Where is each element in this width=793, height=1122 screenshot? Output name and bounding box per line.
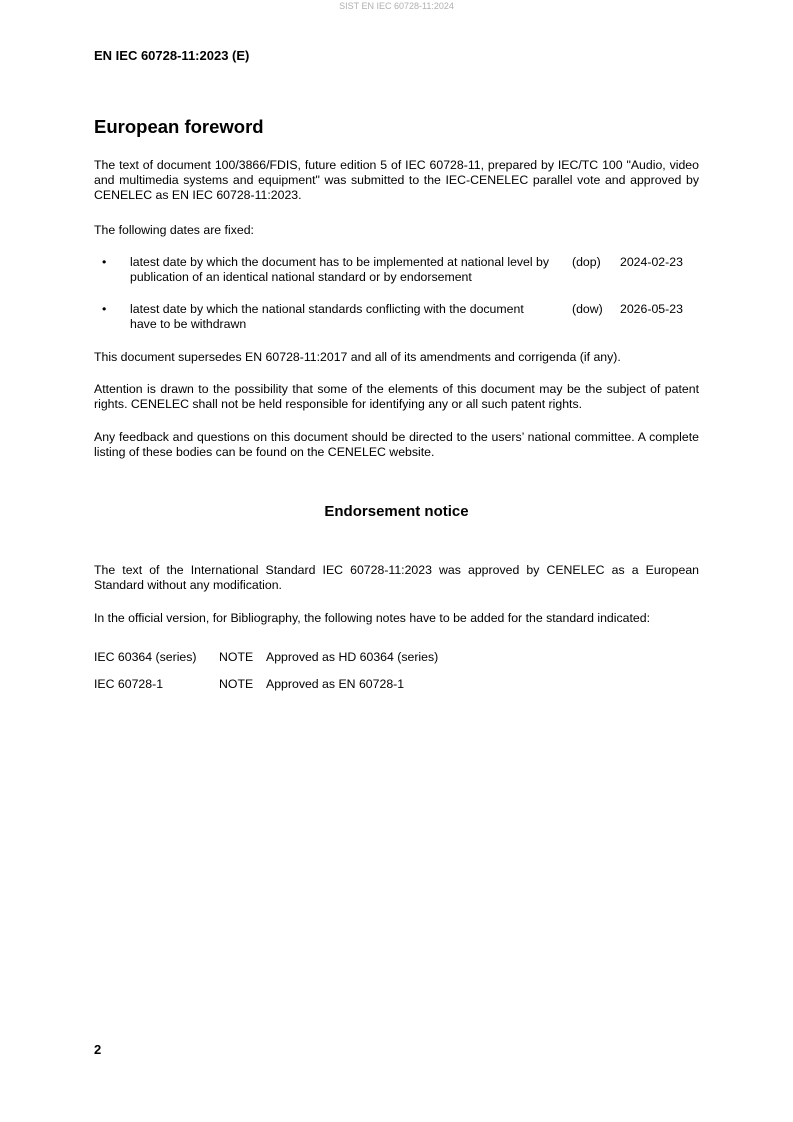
document-identifier: EN IEC 60728-11:2023 (E) bbox=[94, 48, 250, 63]
reference-note-text: Approved as EN 60728-1 bbox=[266, 677, 405, 691]
date-item-code: (dop) bbox=[572, 255, 601, 269]
endorsement-title: Endorsement notice bbox=[324, 503, 469, 520]
endorsement-paragraph: The text of the International Standard IEC 60728-11:2023 was approved by CENELEC as a European Standard without any modification. bbox=[94, 563, 699, 592]
dates-intro-paragraph: The following dates are fixed: bbox=[94, 223, 254, 237]
feedback-paragraph: Any feedback and questions on this document should be directed to the users’ national committee. A complete listing of these bodies can be found on the CENELEC website. bbox=[94, 430, 699, 459]
reference-standard: IEC 60728-1 bbox=[94, 677, 164, 691]
page-number: 2 bbox=[94, 1042, 102, 1057]
date-item-date: 2024-02-23 bbox=[620, 255, 683, 269]
reference-standard: IEC 60364 (series) bbox=[94, 650, 197, 664]
supersedes-paragraph: This document supersedes EN 60728-11:2017 and all of its amendments and corrigenda (if any). bbox=[94, 350, 621, 364]
reference-note-label: NOTE bbox=[219, 650, 254, 664]
date-item-date: 2026-05-23 bbox=[620, 302, 683, 316]
reference-note-text: Approved as HD 60364 (series) bbox=[266, 650, 439, 664]
foreword-intro-paragraph: The text of document 100/3866/FDIS, future edition 5 of IEC 60728-11, prepared by IEC/TC 100 "Audio, video and multimedia systems and equipment" was submitted to the IEC-CENELEC parallel vote and approved by CENELEC as EN IEC 60728-11:2023. bbox=[94, 158, 699, 202]
date-item-text: latest date by which the document has to be implemented at national level by publication of an identical national standard or by endorsement bbox=[130, 255, 550, 284]
foreword-title: European foreword bbox=[94, 116, 264, 137]
bullet-marker: • bbox=[102, 302, 107, 316]
bullet-marker: • bbox=[102, 255, 107, 269]
bibliography-intro-paragraph: In the official version, for Bibliography, the following notes have to be added for the standard indicated: bbox=[94, 611, 650, 625]
date-item-code: (dow) bbox=[572, 302, 603, 316]
patent-paragraph: Attention is drawn to the possibility that some of the elements of this document may be the subject of patent rights. CENELEC shall not be held responsible for identifying any or all such patent rights. bbox=[94, 382, 699, 411]
reference-note-label: NOTE bbox=[219, 677, 254, 691]
date-item-text: latest date by which the national standards conflicting with the document have to be withdrawn bbox=[130, 302, 524, 331]
watermark: SIST EN IEC 60728-11:2024 bbox=[339, 1, 454, 11]
